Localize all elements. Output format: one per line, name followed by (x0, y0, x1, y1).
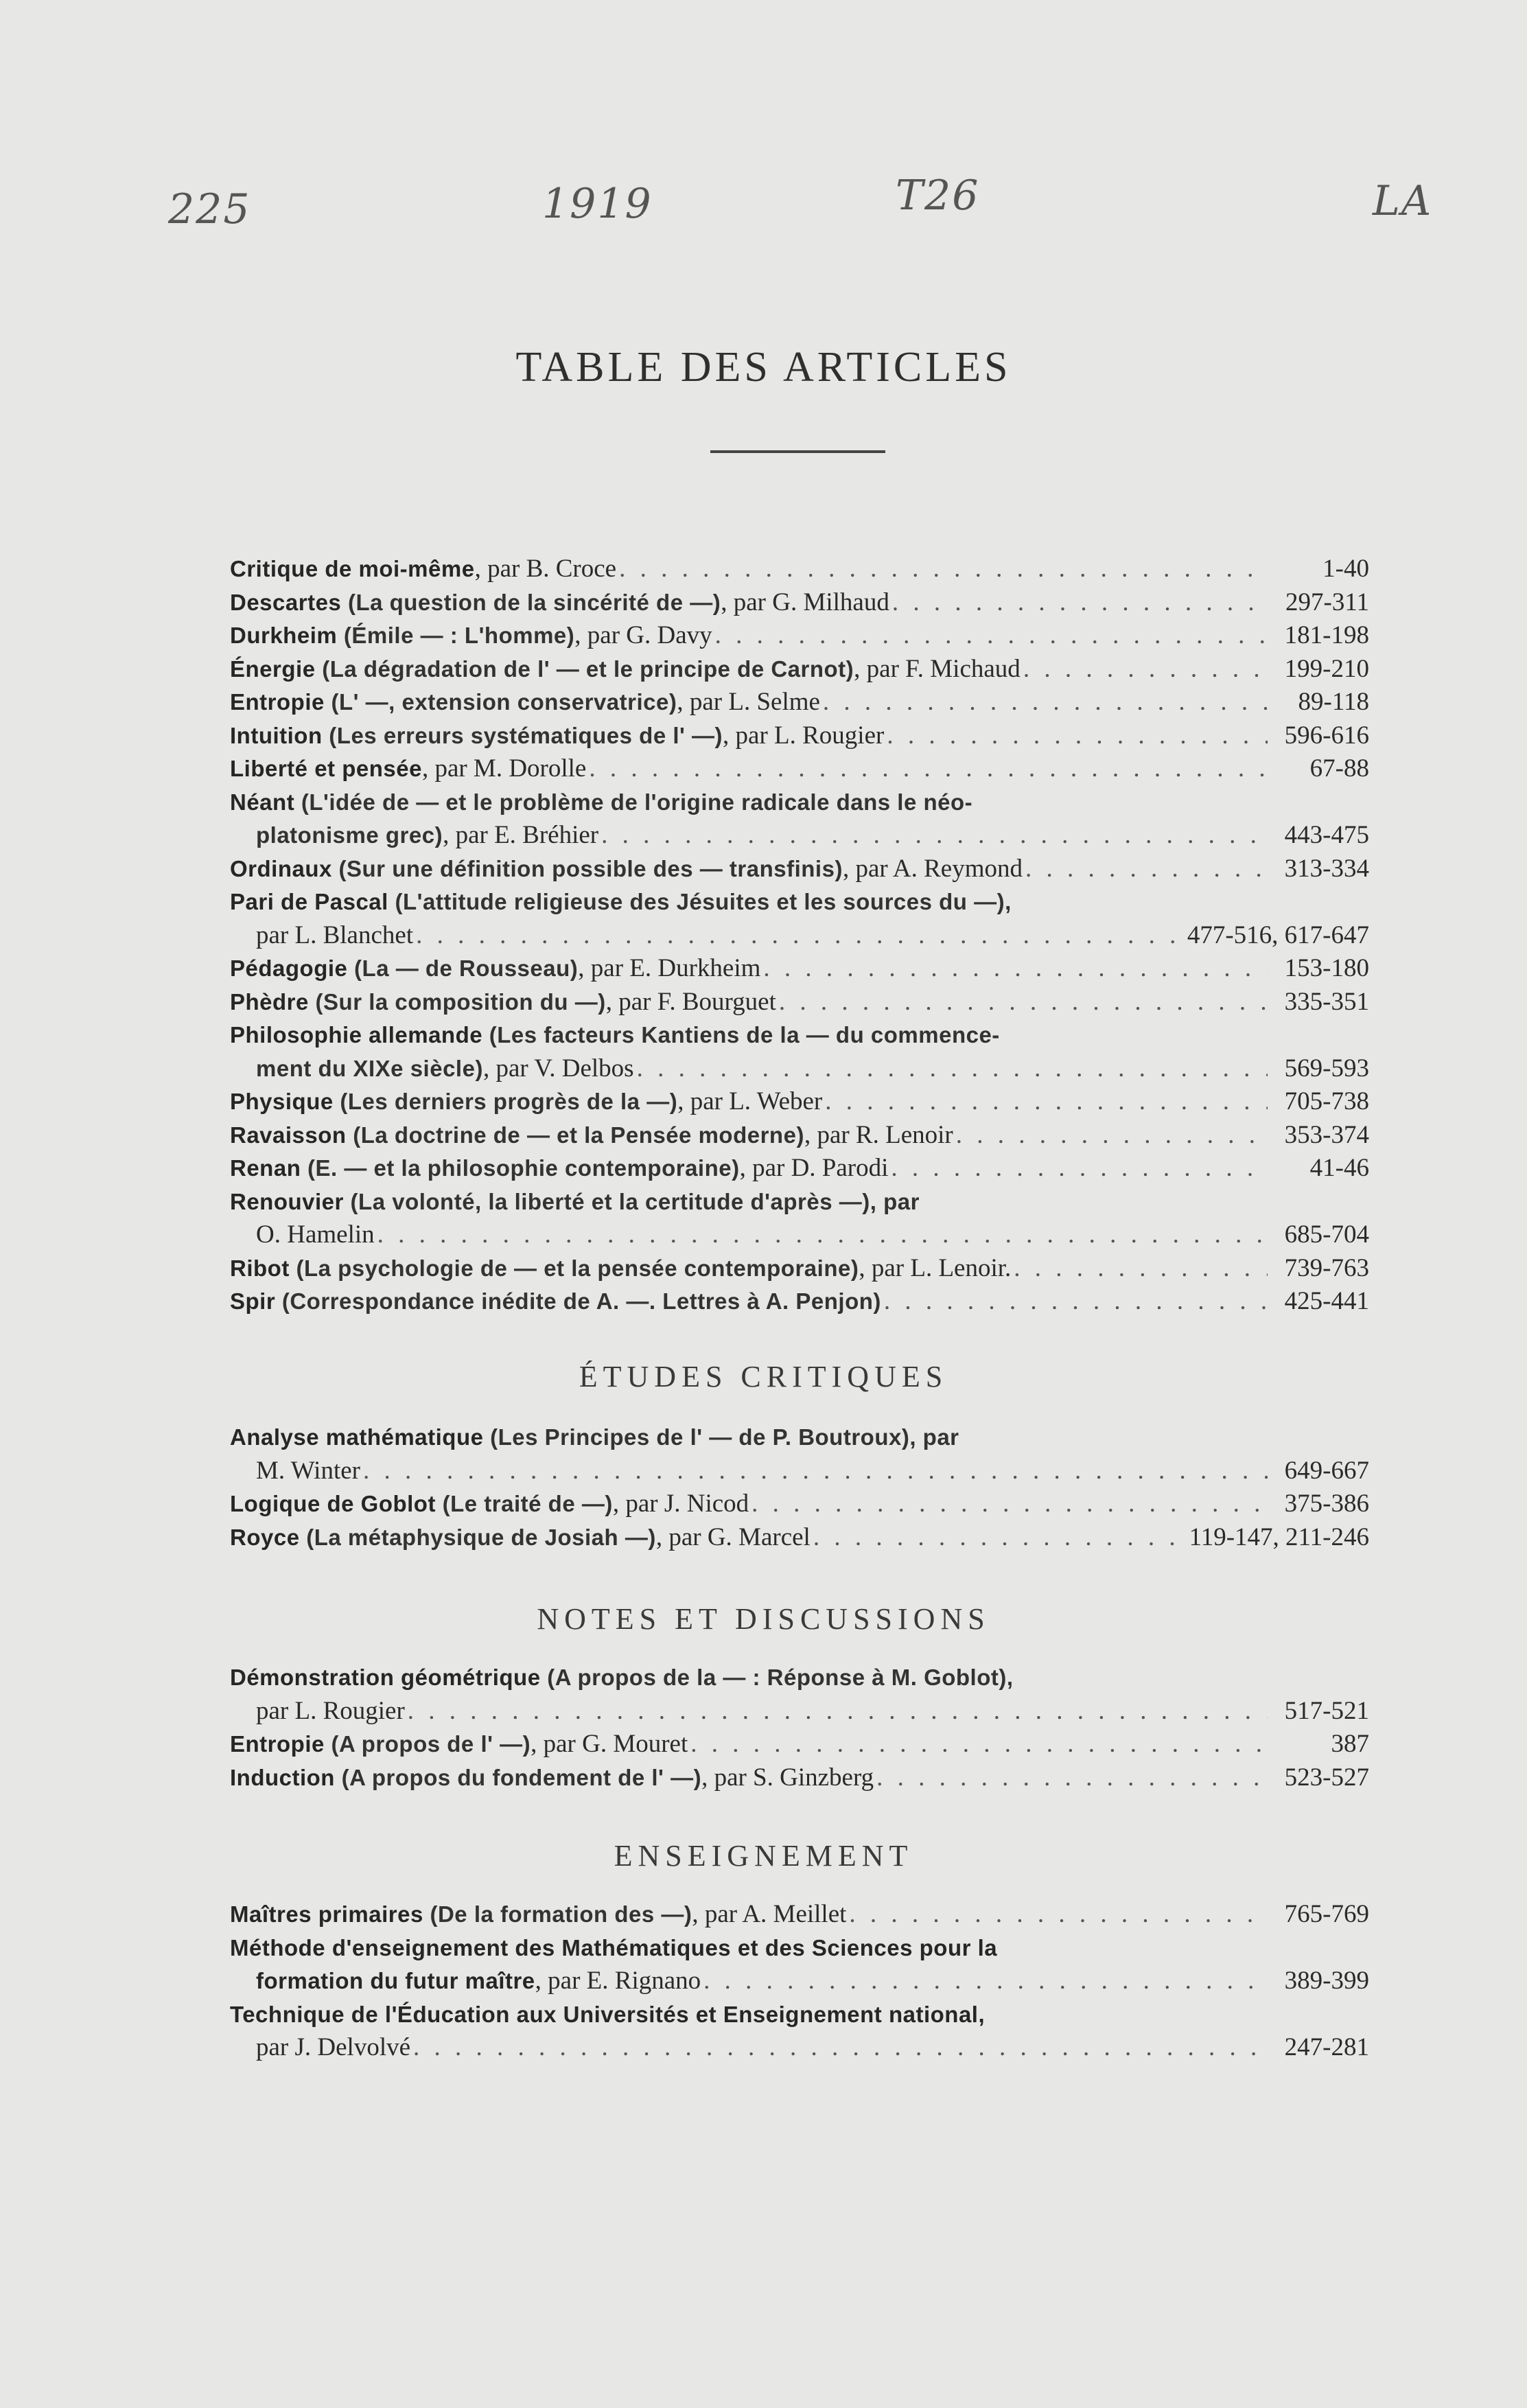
toc-entry (230, 1661, 1369, 1728)
toc-entry-author: , par D. Parodi (739, 1154, 889, 1182)
toc-entry-author: , par G. Davy (574, 621, 712, 649)
toc-entry-keyword: Ribot (230, 1255, 290, 1281)
toc-entry-line (230, 1455, 1369, 1488)
toc-entry (230, 553, 1369, 586)
dot-leader (874, 1761, 1268, 1795)
enseignement-list (230, 1898, 1369, 2065)
toc-entry (230, 1252, 1369, 1286)
page-title: TABLE DES ARTICLES (515, 344, 1012, 391)
toc-entry-description: (De la formation des —) (423, 1901, 692, 1927)
toc-entry-author: , par R. Lenoir (804, 1120, 953, 1149)
toc-entry-pages: 705-738 (1284, 1087, 1369, 1115)
toc-entry-line (230, 1052, 1369, 1086)
toc-entry-line (230, 819, 1369, 853)
toc-entry-pages: 119-147, 211-246 (1189, 1523, 1369, 1551)
toc-entry-author: , par M. Dorolle (421, 754, 587, 783)
toc-entry-pages: 181-198 (1284, 621, 1369, 649)
toc-entry-author: , par A. Reymond (842, 854, 1023, 883)
toc-entry-keyword: Ravaisson (230, 1122, 347, 1148)
toc-entry-keyword: Liberté et pensée (230, 756, 422, 781)
toc-entry-author: , par L. Rougier (723, 721, 885, 750)
toc-entry-author: , par E. Rignano (535, 1967, 701, 1995)
toc-entry-author: par L. Blanchet (256, 921, 414, 949)
toc-entry (230, 686, 1369, 719)
toc-entry-keyword: Spir (230, 1288, 276, 1314)
toc-entry (230, 586, 1369, 620)
toc-entry-keyword: formation du futur maître (256, 1968, 535, 1993)
dot-leader (413, 919, 1175, 953)
dot-leader (1011, 1252, 1268, 1286)
toc-entry-keyword: Renouvier (230, 1188, 344, 1214)
toc-entry-line (230, 952, 1369, 986)
toc-entry-keyword: Critique de moi-même (230, 556, 475, 581)
toc-entry-pages: 313-334 (1284, 854, 1369, 883)
toc-entry-pages: 389-399 (1284, 1967, 1369, 1995)
toc-entry-line (230, 1119, 1369, 1153)
toc-entry-line (230, 653, 1369, 686)
toc-entry-author: , par L. Lenoir. (859, 1253, 1012, 1282)
dot-leader (888, 1152, 1268, 1185)
toc-entry-description: platonisme grec) (256, 822, 443, 848)
toc-entry-pages: 353-374 (1284, 1120, 1369, 1149)
toc-entry-author: , par G. Marcel (655, 1523, 811, 1551)
dot-leader (410, 2031, 1268, 2065)
toc-entry-author: , par B. Croce (474, 555, 617, 583)
toc-entry-keyword: Phèdre (230, 988, 309, 1015)
toc-entry-pages: 1-40 (1322, 555, 1369, 583)
toc-entry-pages: 443-475 (1284, 821, 1369, 849)
toc-entry-line (230, 1898, 1369, 1932)
toc-entry-line (230, 1085, 1369, 1119)
toc-entry (230, 1185, 1369, 1252)
toc-entry-author: par L. Rougier (256, 1696, 405, 1725)
toc-entry (230, 885, 1369, 952)
dot-leader (822, 1085, 1268, 1119)
toc-entry-description: (Les Principes de l' — de P. Boutroux), par (483, 1424, 959, 1450)
toc-entry-keyword: Induction (230, 1764, 335, 1790)
toc-entry-line (230, 986, 1369, 1019)
dot-leader (375, 1218, 1268, 1252)
toc-entry-keyword: Pédagogie (230, 956, 348, 981)
toc-entry-author: , par V. Delbos (482, 1054, 634, 1083)
toc-entry-description: (A propos du fondement de l' —) (334, 1764, 702, 1790)
toc-entry-pages: 569-593 (1284, 1054, 1369, 1083)
toc-entry (230, 653, 1369, 686)
dot-leader (586, 752, 1268, 786)
toc-entry-keyword: Entropie (230, 1731, 325, 1757)
toc-entry (230, 752, 1369, 786)
toc-entry-line (230, 553, 1369, 586)
toc-entry (230, 1085, 1369, 1119)
section-heading-enseignement: ENSEIGNEMENT (614, 1839, 913, 1873)
toc-entry-keyword: Technique de l'Éducation aux Universités et Enseignement national, (230, 2001, 986, 2027)
section-heading-notes: NOTES ET DISCUSSIONS (537, 1602, 990, 1636)
toc-entry-line (230, 1285, 1369, 1319)
toc-entry (230, 1761, 1369, 1795)
toc-entry-description: ment du XIXe siècle) (256, 1055, 483, 1081)
toc-entry-author: , par E. Durkheim (578, 954, 761, 982)
toc-entry-author: O. Hamelin (256, 1220, 375, 1249)
toc-entry-keyword: Analyse mathématique (230, 1424, 484, 1450)
articles-list (230, 553, 1369, 1319)
toc-entry-description: (E. — et la philosophie contemporaine) (301, 1155, 740, 1181)
handwritten-note: T26 (896, 172, 980, 220)
toc-entry-author: , par J. Nicod (612, 1490, 749, 1518)
toc-entry-line (230, 853, 1369, 886)
notes-list (230, 1661, 1369, 1794)
dot-leader (749, 1487, 1268, 1521)
toc-entry (230, 1119, 1369, 1153)
toc-entry-pages: 739-763 (1284, 1253, 1369, 1282)
toc-entry-description: (L' —, extension conservatrice) (324, 689, 677, 715)
toc-entry-pages: 685-704 (1284, 1220, 1369, 1249)
toc-entry-line (230, 1185, 1369, 1219)
toc-entry-description: (La dégradation de l' — et le principe de Carnot) (315, 656, 854, 682)
toc-entry-description: (Correspondance inédite de A. —. Lettres à A. Penjon) (275, 1288, 881, 1314)
toc-entry-author: , par F. Bourguet (605, 987, 776, 1016)
dot-leader (634, 1052, 1268, 1086)
toc-entry-pages: 765-769 (1284, 1900, 1369, 1928)
toc-entry-description: (La volonté, la liberté et la certitude d'après —), par (343, 1188, 920, 1214)
toc-entry-keyword: Néant (230, 789, 295, 815)
toc-entry-author: , par A. Meillet (692, 1900, 847, 1928)
dot-leader (881, 1285, 1268, 1319)
toc-entry-keyword: Royce (230, 1524, 300, 1550)
dot-leader (598, 819, 1268, 853)
toc-entry-line (230, 1998, 1369, 2032)
toc-entry-pages: 335-351 (1284, 987, 1369, 1016)
toc-entry-keyword: Maîtres primaires (230, 1901, 423, 1927)
toc-entry (230, 1998, 1369, 2065)
toc-entry-author: , par L. Weber (677, 1087, 823, 1115)
toc-entry-description: (Sur une définition possible des — transfinis) (331, 855, 843, 881)
toc-entry-description: (A propos de l' —) (324, 1731, 531, 1757)
toc-entry-description: (La doctrine de — et la Pensée moderne) (346, 1122, 804, 1148)
toc-entry-keyword: Renan (230, 1155, 301, 1181)
toc-entry-pages: 517-521 (1284, 1696, 1369, 1725)
handwritten-note: LA (1373, 177, 1433, 225)
toc-entry-line (230, 619, 1369, 653)
toc-entry (230, 952, 1369, 986)
toc-entry-pages: 596-616 (1284, 721, 1369, 750)
toc-entry-author: par J. Delvolvé (256, 2033, 411, 2061)
toc-entry-author: , par L. Selme (677, 688, 820, 716)
toc-entry (230, 986, 1369, 1019)
toc-entry-pages: 387 (1331, 1730, 1369, 1758)
toc-entry (230, 786, 1369, 853)
toc-entry-author: , par S. Ginzberg (701, 1763, 874, 1792)
dot-leader (820, 686, 1268, 719)
toc-entry-line (230, 1152, 1369, 1185)
toc-entry (230, 1932, 1369, 1998)
toc-entry-line (230, 1218, 1369, 1252)
toc-entry-pages: 375-386 (1284, 1490, 1369, 1518)
toc-entry-line (230, 885, 1369, 919)
toc-entry (230, 1152, 1369, 1185)
toc-entry (230, 1728, 1369, 1761)
toc-entry-description: (Les facteurs Kantiens de la — du commence- (482, 1022, 1000, 1047)
toc-entry (230, 1487, 1369, 1521)
dot-leader (846, 1898, 1268, 1932)
toc-entry-description: (Le traité de —) (435, 1491, 613, 1516)
toc-entry-author: , par G. Mouret (531, 1730, 688, 1758)
dot-leader (616, 553, 1268, 586)
toc-entry-pages: 523-527 (1284, 1763, 1369, 1792)
dot-leader (953, 1119, 1268, 1153)
toc-entry-keyword: Philosophie allemande (230, 1022, 483, 1047)
toc-entry-line (230, 2031, 1369, 2065)
toc-entry (230, 719, 1369, 753)
title-divider (710, 450, 885, 453)
dot-leader (360, 1455, 1268, 1488)
toc-entry-description: (Les erreurs systématiques de l' —) (322, 722, 723, 748)
dot-leader (405, 1695, 1268, 1728)
toc-entry-line (230, 1019, 1369, 1052)
toc-entry-pages: 67-88 (1309, 754, 1369, 783)
toc-entry-pages: 89-118 (1298, 688, 1369, 716)
toc-entry-line (230, 719, 1369, 753)
toc-entry-keyword: Entropie (230, 689, 325, 715)
toc-entry-description: (A propos de la — : Réponse à M. Goblot), (540, 1665, 1014, 1690)
toc-entry-pages: 477-516, 617-647 (1187, 921, 1369, 949)
toc-entry-pages: 199-210 (1284, 654, 1369, 683)
toc-entry-pages: 297-311 (1285, 588, 1369, 616)
toc-entry-line (230, 1965, 1369, 1998)
toc-entry (230, 1521, 1369, 1555)
toc-entry (230, 853, 1369, 886)
toc-entry-line (230, 786, 1369, 820)
toc-entry-keyword: Énergie (230, 656, 316, 682)
toc-entry-line (230, 1521, 1369, 1555)
toc-entry-pages: 425-441 (1284, 1287, 1369, 1315)
toc-entry-keyword: Méthode d'enseignement des Mathématiques et des Sciences pour la (230, 1934, 998, 1960)
toc-entry-description: (Les derniers progrès de la —) (333, 1089, 678, 1114)
toc-entry-line (230, 1252, 1369, 1286)
etudes-list (230, 1421, 1369, 1554)
dot-leader (889, 586, 1268, 620)
dot-leader (776, 986, 1268, 1019)
toc-entry-line (230, 1695, 1369, 1728)
toc-entry-line (230, 1932, 1369, 1965)
toc-entry-line (230, 1487, 1369, 1521)
toc-entry-keyword: Ordinaux (230, 855, 332, 881)
handwritten-note: 225 (168, 185, 251, 233)
dot-leader (1021, 653, 1268, 686)
toc-entry-description: (La question de la sincérité de —) (341, 589, 721, 615)
toc-entry-description: (La — de Rousseau) (347, 956, 579, 981)
toc-entry (230, 1285, 1369, 1319)
toc-entry-description: (L'attitude religieuse des Jésuites et les sources du —), (388, 889, 1012, 914)
toc-entry-pages: 649-667 (1284, 1456, 1369, 1485)
toc-entry-author: , par F. Michaud (854, 654, 1021, 683)
toc-entry-author: , par E. Bréhier (443, 821, 599, 849)
dot-leader (811, 1521, 1177, 1555)
toc-entry-line (230, 586, 1369, 620)
toc-entry-line (230, 1728, 1369, 1761)
toc-entry-keyword: Physique (230, 1089, 334, 1114)
toc-entry-keyword: Durkheim (230, 623, 338, 648)
toc-entry-keyword: Démonstration géométrique (230, 1665, 541, 1690)
toc-entry-pages: 247-281 (1284, 2033, 1369, 2061)
toc-entry-keyword: Pari de Pascal (230, 889, 388, 914)
toc-entry-pages: 41-46 (1309, 1154, 1369, 1182)
toc-entry (230, 1898, 1369, 1932)
toc-entry-keyword: Descartes (230, 589, 342, 615)
toc-entry (230, 1421, 1369, 1487)
toc-entry-line (230, 1661, 1369, 1695)
toc-entry-keyword: Intuition (230, 722, 323, 748)
toc-entry-line (230, 752, 1369, 786)
handwritten-note: 1919 (542, 180, 653, 228)
toc-entry (230, 1019, 1369, 1085)
toc-entry-description: (Émile — : L'homme) (337, 623, 575, 648)
toc-entry-author: , par G. Milhaud (721, 588, 889, 616)
toc-entry-pages: 153-180 (1284, 954, 1369, 982)
toc-entry-line (230, 1421, 1369, 1455)
dot-leader (701, 1965, 1268, 1998)
toc-entry (230, 619, 1369, 653)
toc-entry-description: (Sur la composition du —) (308, 988, 606, 1015)
toc-entry-description: (La métaphysique de Josiah —) (299, 1524, 656, 1550)
toc-entry-author: M. Winter (256, 1456, 360, 1485)
dot-leader (760, 952, 1268, 986)
toc-entry-line (230, 686, 1369, 719)
toc-entry-line (230, 1761, 1369, 1795)
dot-leader (688, 1728, 1268, 1761)
toc-entry-description: (La psychologie de — et la pensée contemporaine) (289, 1255, 859, 1281)
section-heading-etudes: ÉTUDES CRITIQUES (579, 1360, 948, 1393)
dot-leader (712, 619, 1268, 653)
dot-leader (1023, 853, 1268, 886)
toc-entry-description: (L'idée de — et le problème de l'origine radicale dans le néo- (294, 789, 973, 815)
toc-entry-line (230, 919, 1369, 953)
dot-leader (884, 719, 1268, 753)
toc-entry-keyword: Logique de Goblot (230, 1491, 436, 1516)
